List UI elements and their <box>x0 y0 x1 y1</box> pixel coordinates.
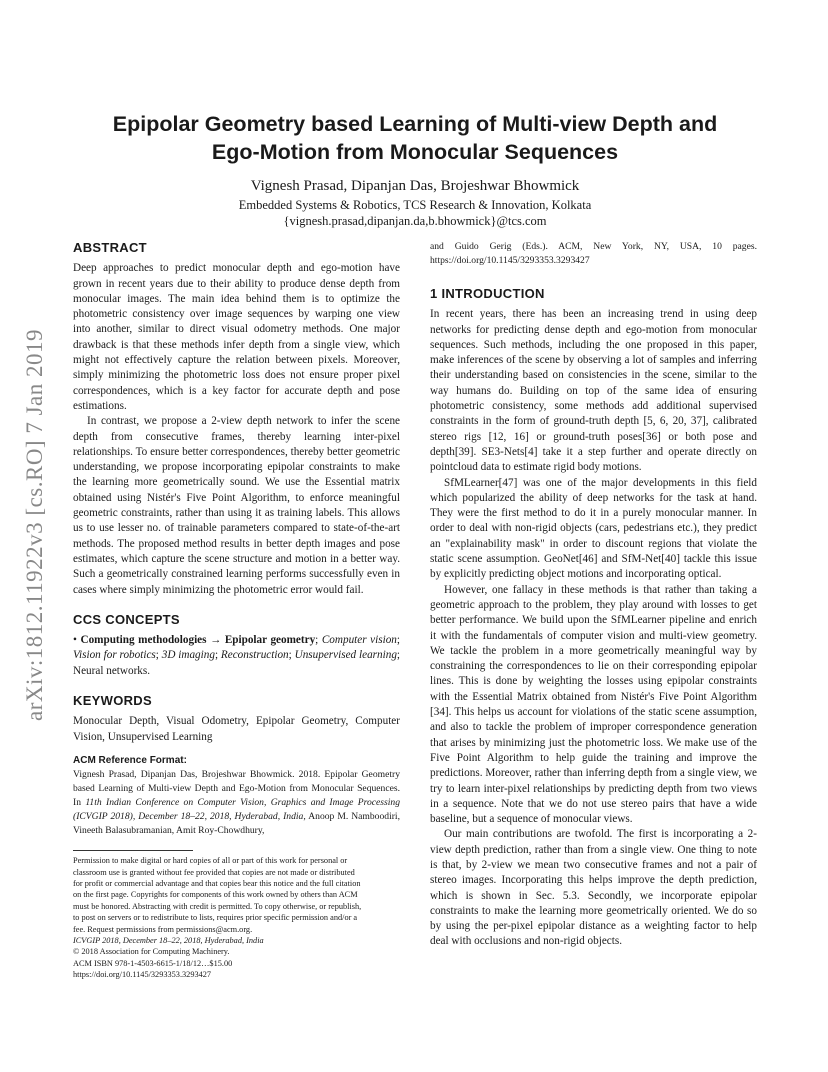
intro-paragraph-2: SfMLearner[47] was one of the major developments in this field which popularized the ability of deep networks for the task at hand. They were the first method to do it in a purely monocular manner. In order to deal with non-rigid objects (cars, pedestrians etc.), they predict an "explainability mask" in order to discount regions that violate the static scene assumption. GeoNet[46] and SfM-Net[40] tackle this issue by explicitly predicting object motions and incorporating optical. <box>430 476 757 581</box>
emails: {vignesh.prasad,dipanjan.da,b.bhowmick}@tcs.com <box>283 214 547 228</box>
intro-paragraph-4: Our main contributions are twofold. The first is incorporating a 2-view depth prediction, rather than from a single view. One thing to note is that, by 2-view we mean two consecutive frames and not a pair of stereo images. Incorporating this helps improve the depth prediction, which is shown in Sec. 5.3. Secondly, we incorporate epipolar constraints to make the learning more geometrically oriented. We do so by using the per-pixel epipolar distance as a weighting factor to help deal with occlusions and non-rigid objects. <box>430 828 757 948</box>
arxiv-stamp: arXiv:1812.11922v3 [cs.RO] 7 Jan 2019 <box>22 329 47 721</box>
abstract-paragraph-2: In contrast, we propose a 2-view depth network to infer the scene depth from consecutive frames, thereby learning inter-pixel relationships. To ensure better correspondences, thereby better geometric understanding, we propose incorporating epipolar constraints to make the learning more geometrically sound. We use the Essential matrix obtained using Nistér's Five Point Algorithm, to enforce meaningful geometric constraints, rather than using it as training labels. This allows us to use lesser no. of trainable parameters compared to state-of-the-art methods. The proposed method results in better depth images and pose estimates, which capture the scene structure and motion in a better way. Such a geometrically constrained learning performs successfully even in cases where simply minimizing the photometric error would fail. <box>73 415 400 596</box>
abstract-paragraph-1: Deep approaches to predict monocular depth and ego-motion have grown in recent years due to their ability to produce dense depth from monocular images. The main idea behind them is to optimize the photometric consistency over image sequences by warping one view into another, similar to direct visual odometry methods. One major drawback is that these methods infer depth from a single view, which might not effectively capture the relation between pixels. Moreover, simply minimizing the photometric loss does not ensure proper pixel correspondences, which is a key factor for accurate depth and pose estimations. <box>73 262 400 412</box>
keywords-text: Monocular Depth, Visual Odometry, Epipolar Geometry, Computer Vision, Unsupervised Learning <box>73 715 400 743</box>
introduction-heading: 1 INTRODUCTION <box>430 286 545 301</box>
acm-reference-continued: and Guido Gerig (Eds.). ACM, New York, NY, USA, 10 pages. https://doi.org/10.1145/3293353.3293427 <box>430 241 757 266</box>
paper-title: Epipolar Geometry based Learning of Multi-view Depth and Ego-Motion from Monocular Sequences <box>112 112 718 164</box>
authors: Vignesh Prasad, Dipanjan Das, Brojeshwar Bhowmick <box>250 178 580 194</box>
right-column <box>430 240 757 950</box>
permission-notice: Permission to make digital or hard copies of all or part of this work for personal or classroom use is granted without fee provided that copies are not made or distributed for profit or commercial advantage and that copies bear this notice and the full citation on the first page. Copyrights for components of this work owned by others than ACM must be honored. Abstracting with credit is permitted. To copy otherwise, or republish, to post on servers or to redistribute to lists, requires prior specific permission and/or a fee. Request permissions from permissions@acm.org. ICVGIP 2018, December 18–22, 2018, Hyderabad, India © 2018 Association for Computing Machinery. ACM ISBN 978-1-4503-6615-1/18/12…$15.00 https://doi.org/10.1145/3293353.3293427 <box>73 856 362 980</box>
ccs-heading: CCS CONCEPTS <box>73 611 180 627</box>
left-column <box>73 240 400 981</box>
keywords-heading: KEYWORDS <box>73 693 152 709</box>
acm-reference-heading: ACM Reference Format: <box>73 754 187 766</box>
footnote-rule <box>73 850 193 851</box>
intro-paragraph-3: However, one fallacy in these methods is that rather than taking a geometric approach to the problem, they play around with losses to get better performance. We build upon the SfMLearner pipeline and enrich it with the fundamentals of computer vision and multi-view geometry. We tackle the problem in a more geometrically meaningful way by constraining the correspondences to lie on their corresponding epipolar lines. This is done by weighting the losses using epipolar constraints with the Essential Matrix obtained from Nistér's Five Point Algorithm [34]. This helps us account for violations of the static scene assumption, and also to tackle the problem of improper correspondence generation that arises by minimizing just the photometric loss. We make use of the Five Point Algorithm to help guide the training and improve the predictions. Moreover, rather than inferring depth from a single view, we try to learn inter-pixel relationships by predicting depth from two views in a sequence. Note that we do not use stereo pairs that have a wide baseline, but a sequence of monocular views. <box>430 583 757 826</box>
affiliation-block <box>80 197 750 229</box>
intro-paragraph-1: In recent years, there has been an increasing trend in using deep networks for predicting dense depth and ego-motion from monocular sequences. Such methods, including the one proposed in this paper, make inferences of the scene by observing a lot of samples and inferring their understanding based on consistencies in the scene, similar to the way humans do. Building on top of the same idea of ensuring photometric consistency, some methods add additional supervised constraints in the form of ground-truth depth [5, 6, 20, 37], calibrated stereo rigs [12, 16] or ground-truth poses[36] or both pose and depth[39]. SE3-Nets[4] take it a step further and operate directly on pointcloud data to estimate rigid body motions. <box>430 308 757 474</box>
abstract-heading: ABSTRACT <box>73 240 147 255</box>
ccs-concepts: • Computing methodologies → Epipolar geometry; Computer vision; Vision for robotics; 3D imaging; Reconstruction; Unsupervised learning; Neural networks. <box>73 634 401 677</box>
acm-reference-text: Vignesh Prasad, Dipanjan Das, Brojeshwar Bhowmick. 2018. Epipolar Geometry based Learning of Multi-view Depth and Ego-Motion from Monocular Sequences. In 11th Indian Conference on Computer Vision, Graphics and Image Processing (ICVGIP 2018), December 18–22, 2018, Hyderabad, India, Anoop M. Namboodiri, Vineeth Balasubramanian, Amit Roy-Chowdhury, <box>73 769 401 837</box>
affiliation: Embedded Systems & Robotics, TCS Research & Innovation, Kolkata <box>238 198 592 212</box>
